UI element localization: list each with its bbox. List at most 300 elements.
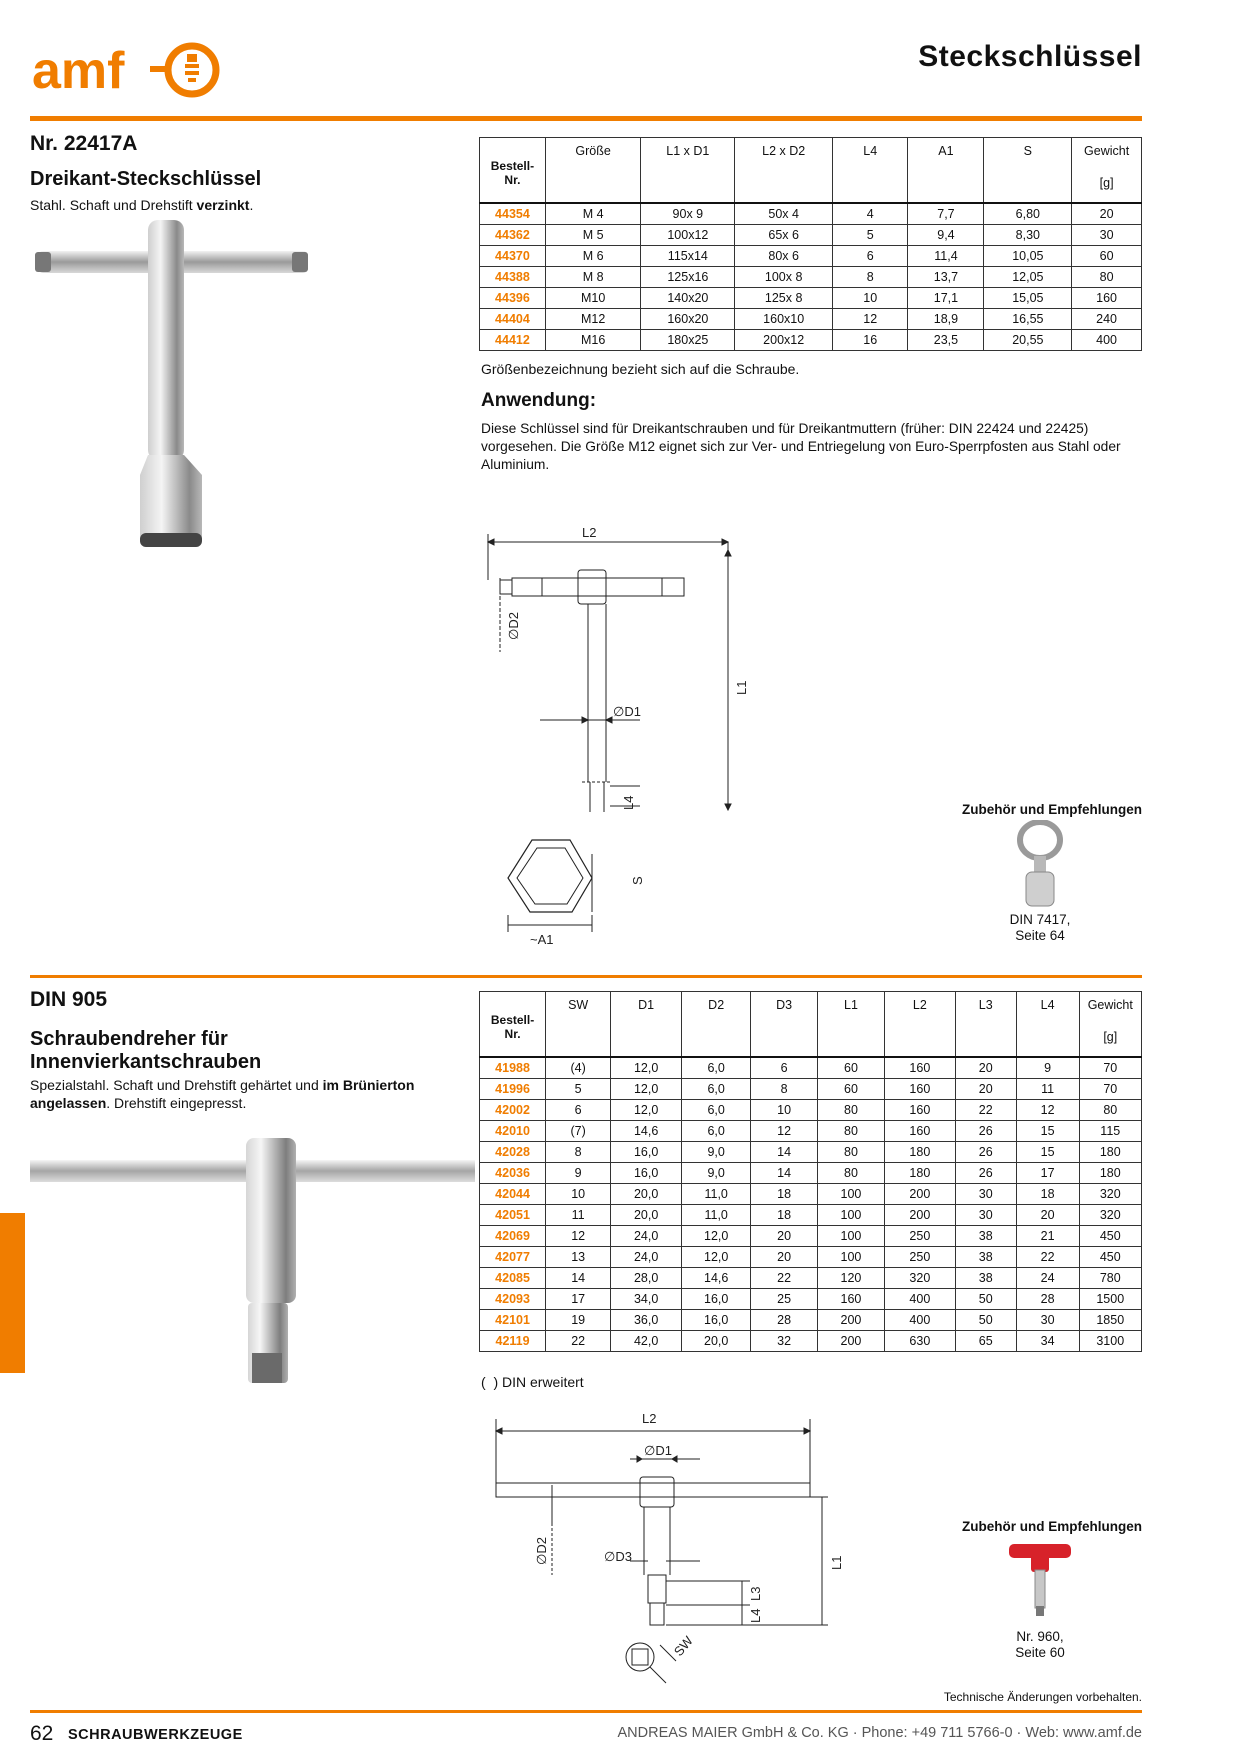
table-cell: 160 xyxy=(884,1057,955,1079)
table-cell: 36,0 xyxy=(611,1310,682,1331)
table-cell: 19 xyxy=(546,1310,611,1331)
table-row xyxy=(480,1142,1142,1163)
order-number[interactable]: 42093 xyxy=(480,1289,546,1310)
caption-line2: Seite 60 xyxy=(1015,1645,1065,1660)
table-cell: 200x12 xyxy=(735,330,833,351)
table-cell: 200 xyxy=(884,1184,955,1205)
col-l3: L3 xyxy=(955,992,1016,1058)
col-sw: SW xyxy=(546,992,611,1058)
table-cell: 160x10 xyxy=(735,309,833,330)
table-cell: 28,0 xyxy=(611,1268,682,1289)
table-cell: 200 xyxy=(884,1205,955,1226)
table-row xyxy=(480,1289,1142,1310)
footer-company: ANDREAS MAIER GmbH & Co. KG · Phone: +49 711 5766-0 · Web: www.amf.de xyxy=(617,1725,1142,1741)
header-rule xyxy=(30,116,1142,121)
order-number[interactable]: 44412 xyxy=(480,330,546,351)
table-cell: 24,0 xyxy=(611,1247,682,1268)
table-cell: 80 xyxy=(1079,1100,1141,1121)
dim-d1: ∅D1 xyxy=(644,1443,672,1458)
logo-text: amf xyxy=(32,42,125,100)
table-cell: M 4 xyxy=(545,203,641,225)
order-number[interactable]: 42002 xyxy=(480,1100,546,1121)
order-number[interactable]: 41996 xyxy=(480,1079,546,1100)
table-row xyxy=(480,1268,1142,1289)
table-cell: 22 xyxy=(751,1268,818,1289)
col-l2: L2 xyxy=(884,992,955,1058)
table-cell: 13 xyxy=(546,1247,611,1268)
gewicht-label: Gewicht xyxy=(1084,144,1130,158)
dim-s: S xyxy=(630,876,645,885)
table-cell: 15 xyxy=(1016,1142,1079,1163)
gewicht-unit: [g] xyxy=(1099,176,1114,190)
table-cell: 320 xyxy=(1079,1205,1141,1226)
table-cell: 10 xyxy=(751,1100,818,1121)
table-row xyxy=(480,1205,1142,1226)
table-cell: 9,0 xyxy=(682,1142,751,1163)
table-cell: 24,0 xyxy=(611,1226,682,1247)
table-cell: 115x14 xyxy=(641,246,735,267)
table-cell: 15,05 xyxy=(984,288,1072,309)
table-cell: 180 xyxy=(1079,1163,1141,1184)
col-l2-d2: L2 x D2 xyxy=(735,138,833,204)
disclaimer: Technische Änderungen vorbehalten. xyxy=(943,1690,1142,1704)
table-cell: 30 xyxy=(1072,225,1142,246)
order-number[interactable]: 44370 xyxy=(480,246,546,267)
table-cell: 140x20 xyxy=(641,288,735,309)
table-cell: 80 xyxy=(1072,267,1142,288)
table-cell: M 6 xyxy=(545,246,641,267)
table-row xyxy=(480,203,1142,225)
usage-title: Anwendung: xyxy=(481,390,597,411)
section1-note: Größenbezeichnung bezieht sich auf die Schraube. xyxy=(481,361,800,377)
page-title: Steckschlüssel xyxy=(918,40,1142,73)
col-bestell-nr: Bestell- Nr. xyxy=(480,138,546,204)
table-cell: 6,0 xyxy=(682,1121,751,1142)
table-cell: 18 xyxy=(1016,1184,1079,1205)
table-cell: 125x16 xyxy=(641,267,735,288)
order-number[interactable]: 44388 xyxy=(480,267,546,288)
dim-l4: L4 xyxy=(748,1608,763,1623)
table-cell: 250 xyxy=(884,1247,955,1268)
table-cell: 20,55 xyxy=(984,330,1072,351)
order-number[interactable]: 42044 xyxy=(480,1184,546,1205)
col-l4: L4 xyxy=(1016,992,1079,1058)
table-cell: 23,5 xyxy=(908,330,984,351)
table-cell: 12 xyxy=(1016,1100,1079,1121)
table-cell: 17 xyxy=(546,1289,611,1310)
table-cell: 9,4 xyxy=(908,225,984,246)
table-row xyxy=(480,1247,1142,1268)
order-number[interactable]: 41988 xyxy=(480,1057,546,1079)
table-cell: 32 xyxy=(751,1331,818,1352)
table-cell: 240 xyxy=(1072,309,1142,330)
table-cell: 12,0 xyxy=(682,1247,751,1268)
section2-description xyxy=(30,1076,450,1112)
table-cell: 9 xyxy=(546,1163,611,1184)
table-cell: 11 xyxy=(1016,1079,1079,1100)
table-cell: 9,0 xyxy=(682,1163,751,1184)
table-cell: 450 xyxy=(1079,1226,1141,1247)
usage-text: Diese Schlüssel sind für Dreikantschrauben und für Dreikantmuttern (früher: DIN 22424 und 22425) vorgesehen. Die Größe M12 eignet sich zur Ver- und Entriegelung von Euro-Sperrpfosten aus Stahl oder Aluminium. xyxy=(481,421,1121,472)
table-row xyxy=(480,1331,1142,1352)
dim-d1: ∅D1 xyxy=(613,704,641,719)
dim-l4: L4 xyxy=(621,795,636,810)
table-cell: M12 xyxy=(545,309,641,330)
col-groesse: Größe xyxy=(545,138,641,204)
table-row xyxy=(480,246,1142,267)
table-cell: 30 xyxy=(955,1184,1016,1205)
table-cell: 80 xyxy=(817,1121,884,1142)
section2-accessory-title: Zubehör und Empfehlungen xyxy=(962,1519,1142,1534)
table-cell: 65x 6 xyxy=(735,225,833,246)
table-cell: 70 xyxy=(1079,1079,1141,1100)
caption-line1: DIN 7417, xyxy=(1009,912,1071,927)
table-cell: 12,0 xyxy=(611,1057,682,1079)
table-cell: 8 xyxy=(833,267,908,288)
col-d1: D1 xyxy=(611,992,682,1058)
table-cell: 14 xyxy=(751,1163,818,1184)
table-cell: 17 xyxy=(1016,1163,1079,1184)
table-cell: 12 xyxy=(833,309,908,330)
table-cell: 15 xyxy=(1016,1121,1079,1142)
table-cell: 200 xyxy=(817,1310,884,1331)
table-cell: 90x 9 xyxy=(641,203,735,225)
table-cell: 180 xyxy=(884,1142,955,1163)
table-cell: 11 xyxy=(546,1205,611,1226)
table-cell: 11,0 xyxy=(682,1205,751,1226)
table-cell: 65 xyxy=(955,1331,1016,1352)
table-cell: 12 xyxy=(546,1226,611,1247)
table-cell: 24 xyxy=(1016,1268,1079,1289)
table-row xyxy=(480,1121,1142,1142)
table-cell: 18 xyxy=(751,1184,818,1205)
table-cell: M 8 xyxy=(545,267,641,288)
col-l4: L4 xyxy=(833,138,908,204)
table-cell: 12,0 xyxy=(611,1100,682,1121)
section2-technical-drawing xyxy=(480,1405,860,1695)
desc-text: Stahl. Schaft und Drehstift xyxy=(30,197,197,213)
table-cell: (7) xyxy=(546,1121,611,1142)
table-cell: 450 xyxy=(1079,1247,1141,1268)
section2-accessory-caption xyxy=(980,1629,1100,1661)
table-cell: 14,6 xyxy=(682,1268,751,1289)
square-screwdriver-image xyxy=(30,1128,475,1388)
table-cell: 6,0 xyxy=(682,1100,751,1121)
col-gewicht xyxy=(1072,138,1142,204)
logo-graphic xyxy=(30,40,230,100)
table-cell: 100 xyxy=(817,1226,884,1247)
section1-table-body xyxy=(480,203,1142,351)
section1-technical-drawing xyxy=(480,520,760,950)
table-cell: 160 xyxy=(884,1100,955,1121)
table-cell: 16 xyxy=(833,330,908,351)
dim-l1: L1 xyxy=(734,680,749,695)
table-row xyxy=(480,1163,1142,1184)
dim-l2: L2 xyxy=(642,1411,657,1426)
table-cell: 16,55 xyxy=(984,309,1072,330)
order-number[interactable]: 42069 xyxy=(480,1226,546,1247)
table-cell: 12,0 xyxy=(682,1226,751,1247)
table-cell: 18 xyxy=(751,1205,818,1226)
order-number[interactable]: 42036 xyxy=(480,1163,546,1184)
table-cell: 160 xyxy=(1072,288,1142,309)
dim-d2: ∅D2 xyxy=(534,1537,549,1565)
table-cell: 50 xyxy=(955,1310,1016,1331)
table-header-row xyxy=(480,138,1142,204)
table-cell: 115 xyxy=(1079,1121,1141,1142)
table-cell: 25 xyxy=(751,1289,818,1310)
dim-a1: ~A1 xyxy=(530,932,554,947)
table-cell: 42,0 xyxy=(611,1331,682,1352)
page-number: 62 xyxy=(30,1722,54,1745)
table-cell: 38 xyxy=(955,1247,1016,1268)
table-cell: 8 xyxy=(751,1079,818,1100)
table-cell: 6 xyxy=(751,1057,818,1079)
order-number[interactable]: 42085 xyxy=(480,1268,546,1289)
table-cell: 5 xyxy=(546,1079,611,1100)
table-cell: 28 xyxy=(751,1310,818,1331)
section-divider xyxy=(30,975,1142,978)
table-cell: 38 xyxy=(955,1226,1016,1247)
table-cell: 60 xyxy=(817,1057,884,1079)
desc-bold: im Brünierton angelassen xyxy=(30,1077,415,1111)
section1-accessory-title: Zubehör und Empfehlungen xyxy=(962,802,1142,817)
order-number[interactable]: 44354 xyxy=(480,203,546,225)
table-cell: 160 xyxy=(884,1121,955,1142)
dim-l2: L2 xyxy=(582,525,597,540)
table-cell: 100 xyxy=(817,1205,884,1226)
table-cell: 20 xyxy=(955,1079,1016,1100)
section1-number: Nr. 22417A xyxy=(30,132,138,155)
table-cell: 160 xyxy=(817,1289,884,1310)
table-cell: 160 xyxy=(884,1079,955,1100)
table-cell: 20 xyxy=(1016,1205,1079,1226)
table-cell: 30 xyxy=(1016,1310,1079,1331)
section1-accessory-caption xyxy=(980,912,1100,944)
order-number[interactable]: 42010 xyxy=(480,1121,546,1142)
dim-d2: ∅D2 xyxy=(506,612,521,640)
col-bestell-nr: Bestell- Nr. xyxy=(480,992,546,1058)
table-cell: 12,05 xyxy=(984,267,1072,288)
table-cell: 12 xyxy=(751,1121,818,1142)
table-cell: 20 xyxy=(751,1226,818,1247)
table-cell: 5 xyxy=(833,225,908,246)
chapter-tab-marker xyxy=(0,1213,25,1373)
table-row xyxy=(480,1100,1142,1121)
table-cell: 125x 8 xyxy=(735,288,833,309)
nr-960-t-handle-image xyxy=(1005,1540,1075,1620)
desc-text: Spezialstahl. Schaft und Drehstift gehärtet und xyxy=(30,1077,323,1093)
table-cell: 20 xyxy=(955,1057,1016,1079)
table-cell: 8,30 xyxy=(984,225,1072,246)
table-cell: 4 xyxy=(833,203,908,225)
table-cell: 20,0 xyxy=(611,1184,682,1205)
table-cell: 26 xyxy=(955,1142,1016,1163)
din-7417-key-image xyxy=(1010,820,1070,910)
dim-l3: L3 xyxy=(748,1586,763,1601)
order-number[interactable]: 44404 xyxy=(480,309,546,330)
table-cell: 16,0 xyxy=(611,1163,682,1184)
table-cell: 3100 xyxy=(1079,1331,1141,1352)
col-s: S xyxy=(984,138,1072,204)
caption-line1: Nr. 960, xyxy=(1016,1629,1064,1644)
table-row xyxy=(480,1310,1142,1331)
order-number[interactable]: 42051 xyxy=(480,1205,546,1226)
col-d2: D2 xyxy=(682,992,751,1058)
col-a1: A1 xyxy=(908,138,984,204)
section2-note: ( ) DIN erweitert xyxy=(481,1374,584,1390)
table-cell: 80 xyxy=(817,1100,884,1121)
name-line1: Schraubendreher für xyxy=(30,1028,228,1050)
table-cell: 10 xyxy=(833,288,908,309)
section1-description xyxy=(30,196,253,214)
table-cell: 6,0 xyxy=(682,1079,751,1100)
table-cell: 6 xyxy=(546,1100,611,1121)
order-number[interactable]: 42101 xyxy=(480,1310,546,1331)
table-cell: 7,7 xyxy=(908,203,984,225)
table-cell: 630 xyxy=(884,1331,955,1352)
table-cell: 180 xyxy=(884,1163,955,1184)
footer-category: SCHRAUBWERKZEUGE xyxy=(68,1727,243,1743)
table-cell: 30 xyxy=(955,1205,1016,1226)
table-cell: 1500 xyxy=(1079,1289,1141,1310)
table-row xyxy=(480,1226,1142,1247)
table-row xyxy=(480,267,1142,288)
table-cell: 50 xyxy=(955,1289,1016,1310)
table-cell: 320 xyxy=(884,1268,955,1289)
table-row xyxy=(480,288,1142,309)
order-number[interactable]: 42119 xyxy=(480,1331,546,1352)
table-cell: 26 xyxy=(955,1163,1016,1184)
table-cell: 6,80 xyxy=(984,203,1072,225)
table-cell: 180x25 xyxy=(641,330,735,351)
table-cell: 22 xyxy=(546,1331,611,1352)
table-cell: 100x 8 xyxy=(735,267,833,288)
desc-end: . xyxy=(249,197,254,213)
table-cell: M 5 xyxy=(545,225,641,246)
col-d3: D3 xyxy=(751,992,818,1058)
table-row xyxy=(480,309,1142,330)
desc-end: . Drehstift eingepresst. xyxy=(106,1095,247,1111)
table-cell: 20 xyxy=(1072,203,1142,225)
section1-name: Dreikant-Steckschlüssel xyxy=(30,168,262,190)
section2-name xyxy=(30,1028,261,1074)
table-cell: 13,7 xyxy=(908,267,984,288)
table-cell: 22 xyxy=(1016,1247,1079,1268)
table-row xyxy=(480,1079,1142,1100)
table-cell: 9 xyxy=(1016,1057,1079,1079)
table-cell: 6 xyxy=(833,246,908,267)
table-cell: 60 xyxy=(817,1079,884,1100)
table-cell: (4) xyxy=(546,1057,611,1079)
order-number[interactable]: 44396 xyxy=(480,288,546,309)
table-cell: 50x 4 xyxy=(735,203,833,225)
table-header-row xyxy=(480,992,1142,1058)
table-cell: 38 xyxy=(955,1268,1016,1289)
desc-bold: verzinkt xyxy=(196,197,250,213)
footer-rule xyxy=(30,1710,1142,1713)
table-cell: 20,0 xyxy=(682,1331,751,1352)
table-cell: 780 xyxy=(1079,1268,1141,1289)
table-cell: 21 xyxy=(1016,1226,1079,1247)
table-cell: 14 xyxy=(751,1142,818,1163)
table-cell: 16,0 xyxy=(682,1310,751,1331)
section2-spec-table xyxy=(479,991,1142,1352)
table-cell: 100x12 xyxy=(641,225,735,246)
table-cell: 16,0 xyxy=(611,1142,682,1163)
table-cell: 8 xyxy=(546,1142,611,1163)
table-cell: 400 xyxy=(884,1289,955,1310)
dim-d3: ∅D3 xyxy=(604,1549,632,1564)
table-cell: 14 xyxy=(546,1268,611,1289)
dim-sw: SW xyxy=(670,1633,696,1659)
section1-spec-table xyxy=(479,137,1142,351)
caption-line2: Seite 64 xyxy=(1015,928,1065,943)
table-cell: 28 xyxy=(1016,1289,1079,1310)
table-cell: 180 xyxy=(1079,1142,1141,1163)
table-cell: 10,05 xyxy=(984,246,1072,267)
order-number[interactable]: 42028 xyxy=(480,1142,546,1163)
gewicht-unit: [g] xyxy=(1103,1030,1118,1044)
table-row xyxy=(480,1057,1142,1079)
order-number[interactable]: 42077 xyxy=(480,1247,546,1268)
table-cell: 34,0 xyxy=(611,1289,682,1310)
table-cell: 160x20 xyxy=(641,309,735,330)
gewicht-label: Gewicht xyxy=(1087,998,1133,1012)
table-cell: 26 xyxy=(955,1121,1016,1142)
table-cell: 11,0 xyxy=(682,1184,751,1205)
table-cell: 400 xyxy=(884,1310,955,1331)
order-number[interactable]: 44362 xyxy=(480,225,546,246)
table-cell: 14,6 xyxy=(611,1121,682,1142)
table-cell: 200 xyxy=(817,1331,884,1352)
table-cell: 100 xyxy=(817,1247,884,1268)
table-cell: 17,1 xyxy=(908,288,984,309)
table-cell: 100 xyxy=(817,1184,884,1205)
table-cell: 80x 6 xyxy=(735,246,833,267)
table-row xyxy=(480,225,1142,246)
table-cell: 60 xyxy=(1072,246,1142,267)
col-gewicht xyxy=(1079,992,1141,1058)
dim-l1: L1 xyxy=(829,1555,844,1570)
table-cell: 80 xyxy=(817,1163,884,1184)
table-cell: 80 xyxy=(817,1142,884,1163)
table-cell: 22 xyxy=(955,1100,1016,1121)
col-l1-d1: L1 x D1 xyxy=(641,138,735,204)
table-cell: 6,0 xyxy=(682,1057,751,1079)
amf-logo xyxy=(30,40,230,100)
table-cell: 20 xyxy=(751,1247,818,1268)
table-cell: 10 xyxy=(546,1184,611,1205)
table-cell: 120 xyxy=(817,1268,884,1289)
section2-number: DIN 905 xyxy=(30,988,108,1011)
section2-table-body xyxy=(480,1057,1142,1352)
table-cell: 250 xyxy=(884,1226,955,1247)
table-cell: 20,0 xyxy=(611,1205,682,1226)
table-cell: M10 xyxy=(545,288,641,309)
table-cell: M16 xyxy=(545,330,641,351)
table-cell: 11,4 xyxy=(908,246,984,267)
table-cell: 34 xyxy=(1016,1331,1079,1352)
table-cell: 400 xyxy=(1072,330,1142,351)
table-cell: 70 xyxy=(1079,1057,1141,1079)
table-row xyxy=(480,1184,1142,1205)
table-cell: 1850 xyxy=(1079,1310,1141,1331)
table-row xyxy=(480,330,1142,351)
table-cell: 12,0 xyxy=(611,1079,682,1100)
table-cell: 320 xyxy=(1079,1184,1141,1205)
t-handle-key-image xyxy=(30,215,320,555)
